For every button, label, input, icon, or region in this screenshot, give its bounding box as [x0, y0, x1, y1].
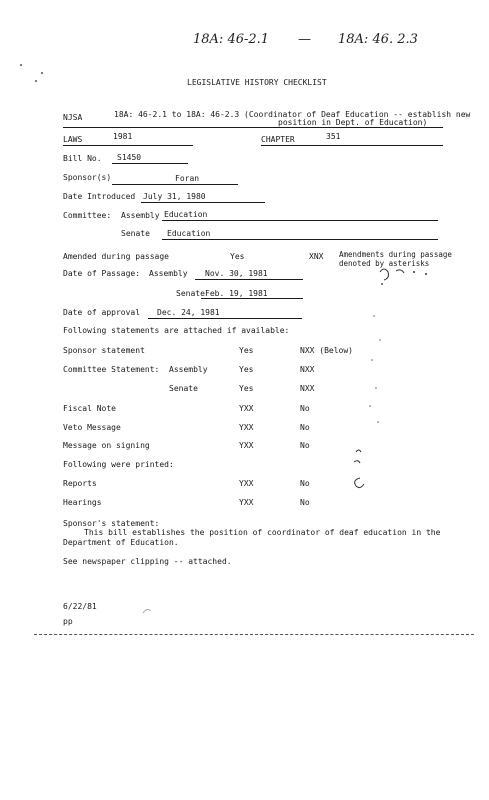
scan-speck	[20, 64, 22, 66]
committee-senate-label: Senate	[121, 229, 150, 238]
scan-speck	[35, 80, 37, 82]
handwritten-citation-end: 18A: 46. 2.3	[338, 32, 418, 47]
njsa-label: NJSA	[63, 113, 83, 122]
approval-value: Dec. 24, 1981	[157, 308, 220, 317]
njsa-description-line2: position in Dept. of Education)	[278, 118, 428, 127]
passage-assembly-value: Nov. 30, 1981	[205, 269, 268, 278]
hearings-label: Hearings	[63, 498, 102, 507]
newspaper-note: See newspaper clipping -- attached.	[63, 557, 232, 566]
bill-label: Bill No.	[63, 154, 102, 163]
chapter-label: CHAPTER	[261, 135, 295, 144]
sponsor-statement-yes: Yes	[239, 346, 254, 355]
printed-heading: Following were printed:	[63, 460, 174, 469]
reports-no: No	[300, 479, 310, 488]
amendments-note-line1: Amendments during passage	[339, 250, 452, 259]
fiscal-note-no: No	[300, 404, 310, 413]
page-title: LEGISLATIVE HISTORY CHECKLIST	[187, 78, 327, 87]
date-introduced-rule	[141, 202, 265, 203]
sponsor-value: Foran	[175, 174, 200, 183]
passage-assembly-label: Assembly	[149, 269, 188, 278]
footer-dashed-rule	[34, 634, 474, 635]
footer-initials: pp	[63, 617, 73, 626]
date-introduced-value: July 31, 1980	[143, 192, 206, 201]
committee-statement-label: Committee Statement:	[63, 365, 160, 374]
sponsor-statement-label: Sponsor statement	[63, 346, 145, 355]
committee-statement-senate-yes: Yes	[239, 384, 254, 393]
committee-statement-assembly-yes: Yes	[239, 365, 254, 374]
reports-label: Reports	[63, 479, 97, 488]
sponsor-statement-heading: Sponsor's statement:	[63, 519, 160, 528]
footer-date: 6/22/81	[63, 602, 97, 611]
committee-statement-senate-label: Senate	[169, 384, 198, 393]
laws-rule	[63, 145, 193, 146]
bill-value: S1450	[117, 153, 142, 162]
reports-yes: YXX	[239, 479, 254, 488]
message-signing-yes: YXX	[239, 441, 254, 450]
bill-rule	[112, 163, 188, 164]
sponsor-statement-line1: This bill establishes the position of coordinator of deaf education in the	[84, 528, 441, 537]
margin-marks	[340, 310, 400, 500]
fiscal-note-label: Fiscal Note	[63, 404, 116, 413]
message-signing-no: No	[300, 441, 310, 450]
njsa-value: 18A: 46-2.1 to 18A: 46-2.3	[114, 110, 240, 119]
laws-value: 1981	[113, 132, 133, 141]
sponsor-rule	[112, 184, 238, 185]
veto-message-label: Veto Message	[63, 423, 121, 432]
committee-senate-rule	[162, 239, 438, 240]
hearings-no: No	[300, 498, 310, 507]
njsa-description-line1: (Coordinator of Deaf Education -- establish new	[244, 110, 471, 119]
committee-assembly-label: Assembly	[121, 211, 160, 220]
passage-assembly-rule	[195, 279, 303, 280]
committee-assembly-rule	[162, 220, 438, 221]
passage-label: Date of Passage:	[63, 269, 141, 278]
passage-senate-value: Feb. 19, 1981	[205, 289, 268, 298]
committee-senate-value: Education	[167, 229, 211, 238]
passage-senate-label: Senate	[176, 289, 205, 298]
passage-senate-rule	[201, 298, 303, 299]
veto-message-yes: YXX	[239, 423, 254, 432]
amended-label: Amended during passage	[63, 252, 169, 261]
sponsor-statement-no: NXX (Below)	[300, 346, 353, 355]
laws-label: LAWS	[63, 135, 83, 144]
chapter-rule	[261, 145, 443, 146]
sponsor-statement-line2: Department of Education.	[63, 538, 179, 547]
scan-speck	[41, 72, 43, 74]
handwritten-dash: —	[298, 32, 311, 47]
amended-yes: Yes	[230, 252, 245, 261]
njsa-rule	[63, 127, 443, 128]
veto-message-no: No	[300, 423, 310, 432]
approval-label: Date of approval	[63, 308, 141, 317]
chapter-value: 351	[326, 132, 341, 141]
handwritten-citation-start: 18A: 46-2.1	[193, 32, 270, 47]
date-introduced-label: Date Introduced	[63, 192, 136, 201]
handwritten-scribble	[376, 262, 438, 288]
fiscal-note-yes: YXX	[239, 404, 254, 413]
committee-assembly-value: Education	[164, 210, 208, 219]
footer-mark	[140, 603, 160, 617]
committee-label: Committee:	[63, 211, 112, 220]
committee-statement-assembly-label: Assembly	[169, 365, 208, 374]
amendments-note-line2: denoted by asterisks	[339, 259, 430, 268]
amended-no: XNX	[309, 252, 324, 261]
message-signing-label: Message on signing	[63, 441, 150, 450]
committee-statement-assembly-no: NXX	[300, 365, 315, 374]
sponsor-label: Sponsor(s)	[63, 173, 112, 182]
committee-statement-senate-no: NXX	[300, 384, 315, 393]
hearings-yes: YXX	[239, 498, 254, 507]
approval-rule	[148, 318, 302, 319]
attached-heading: Following statements are attached if available:	[63, 326, 290, 335]
